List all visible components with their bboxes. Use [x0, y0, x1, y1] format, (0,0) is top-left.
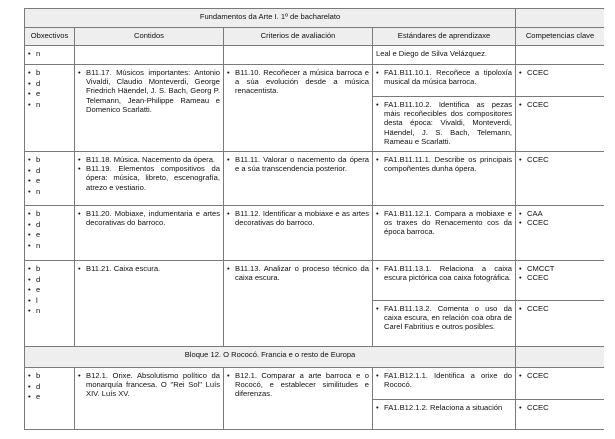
list-item: • B11.13. Analizar o proceso técnico da caixa escura.: [227, 264, 369, 282]
contidos-cell: [75, 152, 224, 206]
list-item: • n: [28, 100, 71, 111]
estandar-cell: • FA1.B11.11.1. Describe os principais compoñentes dunha ópera.: [373, 152, 516, 206]
list-item: • b: [28, 264, 71, 275]
list-item: • B11.11. Valorar o nacemento da ópera e a súa transcendencia posterior.: [227, 155, 369, 173]
list-item: • CCEC: [519, 100, 601, 109]
list-item: • CCEC: [519, 371, 601, 380]
col-header-obxectivos: Obxectivos: [25, 28, 75, 46]
table-title: Fundamentos da Arte I. 1º de bacharelato: [25, 9, 516, 28]
table-row: [25, 368, 605, 400]
col-header-competencias: Competencias clave: [516, 28, 604, 46]
list-item: • n: [28, 49, 71, 60]
curriculum-table: [24, 8, 604, 430]
list-item: • CCEC: [519, 218, 601, 227]
list-item: • e: [28, 230, 71, 241]
estandar-cell: • FA1.B11.10.1. Recoñece a tipoloxía musical da música barroca.: [373, 65, 516, 97]
table-row: [25, 65, 605, 97]
block-header-row: [25, 347, 605, 368]
list-item: • B12.1. Orixe. Absolutismo político da monarquía francesa. O "Rei Sol" Luís XIV. Luís XV.: [78, 371, 220, 399]
title-blank-cell: [516, 9, 604, 28]
criterios-cell: [224, 206, 373, 261]
criterios-cell: [224, 261, 373, 347]
list-item: • d: [28, 220, 71, 231]
estandar-cell: Leal e Diego de Silva Velázquez.: [373, 46, 516, 65]
list-item: • B11.20. Mobiaxe, indumentaria e artes decorativas do barroco.: [78, 209, 220, 227]
list-item: • CMCCT: [519, 264, 601, 273]
list-item: • d: [28, 79, 71, 90]
list-item: • CAA: [519, 209, 601, 218]
list-item: • d: [28, 382, 71, 393]
criterios-cell: [224, 152, 373, 206]
competencias-cell: [516, 301, 604, 347]
col-header-criterios: Criterios de avaliación: [224, 28, 373, 46]
list-item: • d: [28, 275, 71, 286]
competencias-cell: [516, 46, 604, 65]
list-item: • e: [28, 285, 71, 296]
list-item: • n: [28, 306, 71, 317]
criterios-cell: [224, 368, 373, 430]
estandar-cell: • FA1.B11.13.1. Relaciona a caixa escura pictórica coa caixa fotográfica.: [373, 261, 516, 301]
competencias-cell: [516, 206, 604, 261]
criterios-cell: [224, 46, 373, 65]
estandar-cell: • FA1.B11.12.1. Compara a mobiaxe e os traxes do Renacemento cos da época barroca.: [373, 206, 516, 261]
list-item: • n: [28, 241, 71, 252]
list-item: • e: [28, 392, 71, 403]
obxectivos-cell: [25, 206, 75, 261]
list-item: • e: [28, 176, 71, 187]
list-item: • CCEC: [519, 155, 601, 164]
table-row: [25, 46, 605, 65]
contidos-cell: [75, 206, 224, 261]
contidos-cell: [75, 261, 224, 347]
list-item: • CCEC: [519, 273, 601, 282]
list-item: • B11.10. Recoñecer a música barroca e a súa evolución desde a música renacentista.: [227, 68, 369, 96]
list-item: • CCEC: [519, 304, 601, 313]
list-item: • B11.12. Identificar a mobiaxe e as artes decorativas do barroco.: [227, 209, 369, 227]
obxectivos-cell: [25, 65, 75, 152]
list-item: • b: [28, 371, 71, 382]
competencias-cell: [516, 400, 604, 430]
list-item: • b: [28, 155, 71, 166]
contidos-cell: [75, 46, 224, 65]
list-item: • B11.18. Música. Nacemento da ópera.: [78, 155, 220, 164]
criterios-cell: [224, 65, 373, 152]
obxectivos-cell: [25, 46, 75, 65]
block-blank-cell: [516, 347, 604, 368]
table-row: [25, 206, 605, 261]
col-header-contidos: Contidos: [75, 28, 224, 46]
block-title: Bloque 12. O Rococó. Francia e o resto de Europa: [25, 347, 516, 368]
competencias-cell: [516, 261, 604, 301]
list-item: • n: [28, 187, 71, 198]
estandar-cell: • FA1.B12.1.2. Relaciona a situación: [373, 400, 516, 430]
estandar-cell: • FA1.B11.10.2. Identifica as pezas máis recoñecibles dos compositores desta época: Vivaldi, Monteverdi, Häendel, J. S. Bach, Telemann, Rameau e Scarlatti.: [373, 97, 516, 152]
estandar-cell: • FA1.B11.13.2. Comenta o uso da caixa escura, en relación coa obra de Carel Fabritius e outros posibles.: [373, 301, 516, 347]
contidos-cell: [75, 368, 224, 430]
list-item: • l: [28, 296, 71, 307]
competencias-cell: [516, 97, 604, 152]
contidos-cell: [75, 65, 224, 152]
col-header-estandares: Estándares de aprendizaxe: [373, 28, 516, 46]
list-item: • d: [28, 166, 71, 177]
list-item: • b: [28, 68, 71, 79]
obxectivos-cell: [25, 152, 75, 206]
list-item: • B12.1. Comparar a arte barroca e o Rococó, e establecer similitudes e diferenzas.: [227, 371, 369, 399]
list-item: • B11.17. Músicos importantes: Antonio Vivaldi, Claudio Monteverdi, George Friedrich Häendel, J. S. Bach, Georg P. Telemann, Jean-Philippe Rameau e Domenico Scarlatti.: [78, 68, 220, 114]
list-item: • B11.19. Elementos compositivos da ópera: música, libreto, escenografía, atrezo e vestiario.: [78, 164, 220, 192]
competencias-cell: [516, 65, 604, 97]
document-page: [24, 8, 604, 439]
list-item: • e: [28, 89, 71, 100]
list-item: • CCEC: [519, 403, 601, 412]
table-row: [25, 261, 605, 301]
table-row: [25, 152, 605, 206]
competencias-cell: [516, 152, 604, 206]
competencias-cell: [516, 368, 604, 400]
estandar-cell: • FA1.B12.1.1. Identifica a orixe do Rococó.: [373, 368, 516, 400]
list-item: • B11.21. Caixa escura.: [78, 264, 220, 273]
obxectivos-cell: [25, 368, 75, 430]
list-item: • b: [28, 209, 71, 220]
obxectivos-cell: [25, 261, 75, 347]
list-item: • CCEC: [519, 68, 601, 77]
